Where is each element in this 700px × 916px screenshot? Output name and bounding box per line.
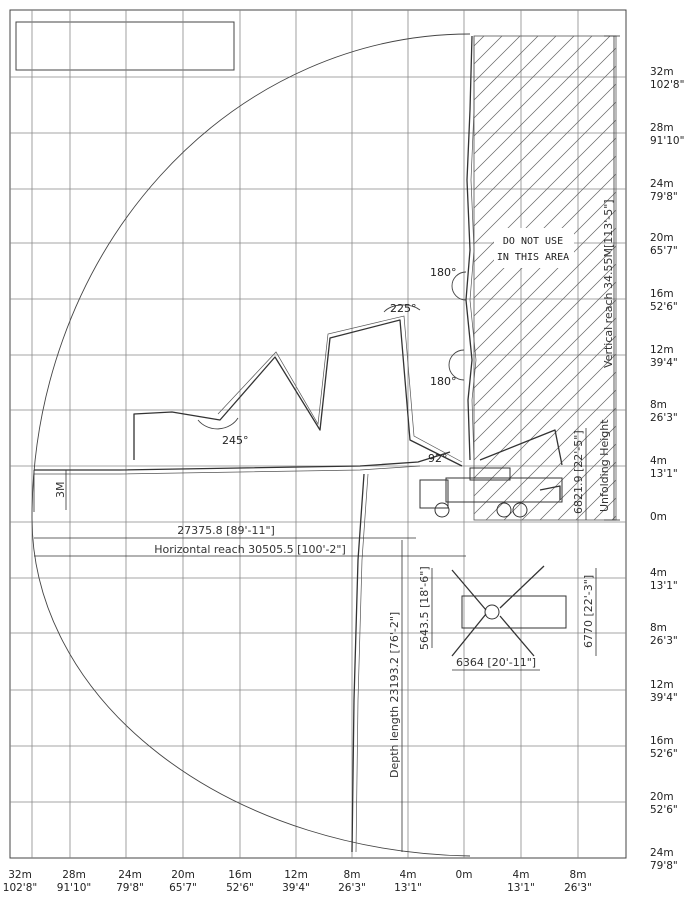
x-tick-ft: 102'8" (2, 882, 38, 894)
y-tick-m: 24m (650, 178, 674, 190)
unfolding-height-title: Unfolding Height (598, 419, 611, 512)
angle-245: 245° (222, 434, 249, 447)
y-tick-ft: 65'7" (650, 245, 678, 257)
x-axis-labels (3, 869, 592, 894)
x-tick-ft: 39'4" (282, 882, 310, 894)
y-tick-m: 4m (650, 455, 667, 467)
reach-envelope-arc (32, 34, 470, 856)
y-tick-ft: 13'1" (650, 580, 678, 592)
y-tick-ft: 91'10" (650, 135, 685, 147)
x-tick-ft: 52'6" (226, 882, 254, 894)
y-tick-m: 32m (650, 66, 674, 78)
boom-horizontal (34, 452, 450, 512)
horizontal-reach-label: Horizontal reach 30505.5 [100'-2"] (154, 543, 346, 556)
x-tick-ft: 26'3" (564, 882, 592, 894)
y-tick-ft: 79'8" (650, 860, 678, 872)
y-tick-ft: 39'4" (650, 692, 678, 704)
outrigger-6770-label: 6770 [22'-3"] (582, 574, 595, 648)
x-tick-m: 12m (284, 869, 308, 881)
grid (10, 10, 626, 858)
x-tick-m: 4m (512, 869, 530, 881)
x-tick-m: 24m (118, 869, 142, 881)
y-tick-m: 28m (650, 122, 674, 134)
x-tick-m: 8m (569, 869, 587, 881)
outrigger-plan (452, 566, 566, 656)
y-tick-ft: 52'6" (650, 748, 678, 760)
outrigger-5643-label: 5643.5 [18'-6"] (418, 566, 431, 650)
reach-27375-label: 27375.8 [89'-11"] (177, 524, 275, 537)
y-tick-ft: 39'4" (650, 357, 678, 369)
y-tick-m: 16m (650, 735, 674, 747)
y-tick-ft: 52'6" (650, 301, 678, 313)
y-tick-ft: 102'8" (650, 79, 685, 91)
angle-180-mid: 180° (430, 375, 457, 388)
x-tick-ft: 91'10" (56, 882, 92, 894)
y-tick-m: 20m (650, 791, 674, 803)
x-tick-m: 4m (399, 869, 417, 881)
x-tick-m: 8m (343, 869, 361, 881)
unfolding-height-value: 6821.9 [22'-5"] (572, 430, 585, 514)
x-tick-ft: 79'8" (116, 882, 144, 894)
outrigger-6364-label: 6364 [20'-11"] (455, 656, 537, 669)
no-use-area (474, 36, 616, 520)
no-use-label-line2: IN THIS AREA (496, 252, 570, 263)
x-tick-m: 32m (8, 869, 32, 881)
y-tick-m: 16m (650, 288, 674, 300)
x-tick-m: 28m (62, 869, 86, 881)
y-tick-m: 12m (650, 679, 674, 691)
vertical-reach-label: Vertical reach 34.55M[113'-5"] (602, 199, 615, 368)
angle-225: 225° (390, 302, 417, 315)
depth-length-label: Depth length 23193.2 [76'-2"] (388, 611, 401, 778)
y-tick-m: 0m (650, 511, 667, 523)
boom-depth (352, 474, 368, 852)
x-tick-ft: 13'1" (507, 882, 535, 894)
y-tick-m: 8m (650, 399, 667, 411)
y-tick-ft: 79'8" (650, 191, 678, 203)
y-tick-ft: 26'3" (650, 412, 678, 424)
y-tick-ft: 26'3" (650, 635, 678, 647)
y-tick-m: 4m (650, 567, 667, 579)
x-tick-m: 16m (228, 869, 252, 881)
three-m-label: 3M (54, 481, 67, 498)
x-tick-ft: 13'1" (394, 882, 422, 894)
y-axis-labels (650, 66, 684, 872)
x-tick-m: 20m (171, 869, 195, 881)
angle-92: 92° (428, 452, 448, 465)
boom-vertical (449, 36, 476, 460)
y-tick-ft: 52'6" (650, 804, 678, 816)
x-tick-ft: 26'3" (338, 882, 366, 894)
angle-180-top: 180° (430, 266, 457, 279)
x-tick-m: 0m (455, 869, 473, 881)
x-tick-ft: 65'7" (169, 882, 197, 894)
y-tick-ft: 13'1" (650, 468, 678, 480)
y-tick-m: 24m (650, 847, 674, 859)
y-tick-m: 8m (650, 622, 667, 634)
title-box (16, 22, 234, 70)
diagram-frame (10, 10, 626, 858)
y-tick-m: 12m (650, 344, 674, 356)
no-use-label-line1: DO NOT USE (502, 236, 564, 247)
y-tick-m: 20m (650, 232, 674, 244)
